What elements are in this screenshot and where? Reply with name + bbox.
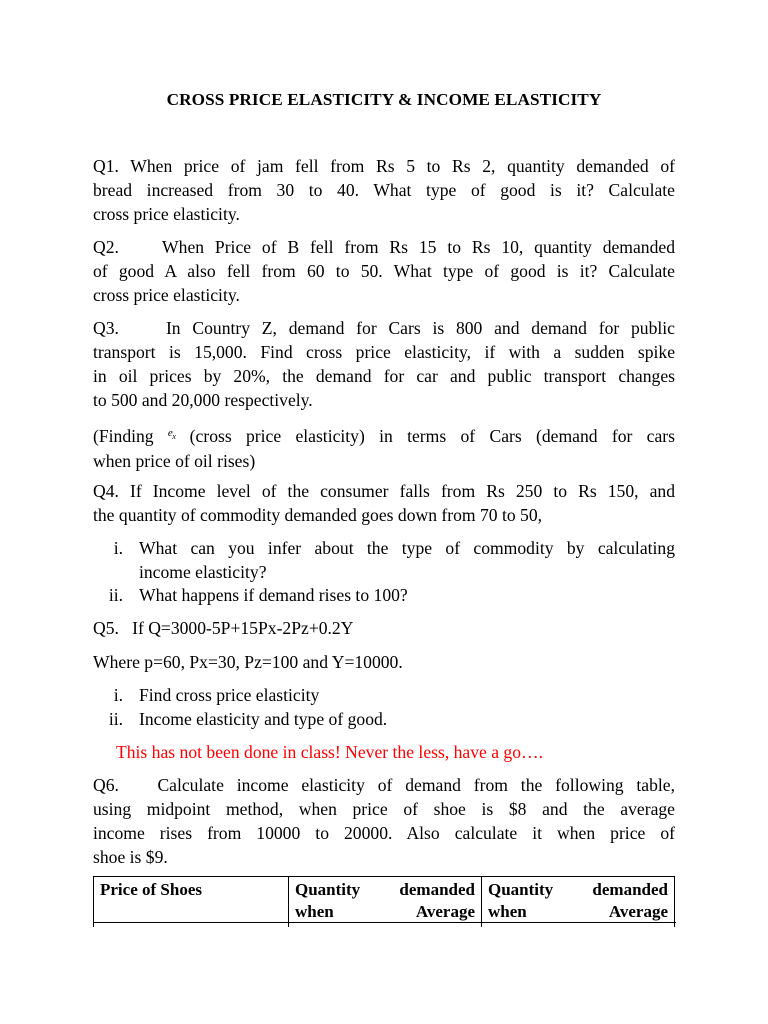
table-header-cell: [94, 877, 289, 928]
list-text: [139, 583, 675, 607]
question-1-line: bread increased from 30 to 40. What type of good is it? Calculate: [93, 180, 675, 200]
question-5-line: Q5. If Q=3000-5P+15Px-2Pz+0.2Y: [93, 618, 354, 638]
question-1-line: Q1. When price of jam fell from Rs 5 to Rs 2, quantity demanded of: [93, 156, 675, 176]
question-6-line: Q6. Calculate income elasticity of demand from the following table,: [93, 775, 675, 795]
question-1: [93, 154, 675, 226]
list-text-line: What can you infer about the type of commodity by calculating: [139, 538, 675, 558]
list-number: i.: [113, 538, 123, 558]
note-text: (Finding: [93, 426, 168, 446]
elasticity-symbol-letter: e: [167, 427, 173, 439]
question-3-line: Q3. In Country Z, demand for Cars is 800 and demand for public: [93, 318, 675, 338]
list-text: [139, 536, 675, 584]
question-4: [93, 479, 675, 527]
shoes-table: [93, 876, 675, 927]
list-text-line: Find cross price elasticity: [139, 685, 320, 705]
question-4-line: the quantity of commodity demanded goes down from 70 to 50,: [93, 505, 543, 525]
list-number: ii.: [108, 709, 123, 729]
question-3-line: in oil prices by 20%, the demand for car and public transport changes: [93, 366, 675, 386]
note-text: (cross price elasticity) in terms of Cars (demand for cars: [175, 426, 675, 446]
list-text-line: Income elasticity and type of good.: [139, 709, 388, 729]
list-text: [139, 683, 675, 707]
question-5-where: [93, 650, 675, 674]
question-3: [93, 316, 675, 412]
question-5-where-line: Where p=60, Px=30, Pz=100 and Y=10000.: [93, 652, 403, 672]
question-5: [93, 616, 675, 640]
question-6-line: shoe is $9.: [93, 847, 168, 867]
table-header-qty-line: when Average: [295, 902, 475, 921]
question-3-note: [93, 421, 675, 473]
list-text: [139, 707, 675, 731]
question-2-line: Q2. When Price of B fell from Rs 15 to Rs 10, quantity demanded: [93, 237, 675, 257]
question-3-line: transport is 15,000. Find cross price elasticity, if with a sudden spike: [93, 342, 675, 362]
table-header-cell: [289, 877, 482, 928]
question-6-line: income rises from 10000 to 20000. Also calculate it when price of: [93, 823, 675, 843]
list-number: i.: [113, 685, 123, 705]
table-header-cell: [482, 877, 675, 928]
question-2-line: cross price elasticity.: [93, 285, 240, 305]
red-note: This has not been done in class! Never the less, have a go….: [116, 742, 544, 762]
question-6-line: using midpoint method, when price of shoe is $8 and the average: [93, 799, 675, 819]
table-header-qty-line: when Average: [488, 902, 668, 921]
list-text-line: What happens if demand rises to 100?: [139, 585, 408, 605]
question-3-note-line: [93, 421, 675, 449]
question-3-line: to 500 and 20,000 respectively.: [93, 390, 313, 410]
question-4-line: Q4. If Income level of the consumer falls from Rs 250 to Rs 150, and: [93, 481, 675, 501]
table-header-price: Price of Shoes: [100, 880, 202, 899]
page-title: CROSS PRICE ELASTICITY & INCOME ELASTICITY: [166, 90, 602, 109]
list-number: ii.: [108, 585, 123, 605]
elasticity-symbol-subscript: x: [172, 432, 176, 442]
question-1-line: cross price elasticity.: [93, 204, 240, 224]
table-header-qty-line: Quantity demanded: [295, 880, 475, 899]
list-text-line: income elasticity?: [139, 562, 267, 582]
table-header-qty-line: Quantity demanded: [488, 880, 668, 899]
question-6: [93, 773, 675, 869]
question-2-line: of good A also fell from 60 to 50. What type of good is it? Calculate: [93, 261, 675, 281]
question-3-note-line: when price of oil rises): [93, 451, 256, 472]
table-header-row: [94, 877, 675, 928]
question-2: [93, 235, 675, 307]
table-bottom-border: [93, 922, 676, 923]
